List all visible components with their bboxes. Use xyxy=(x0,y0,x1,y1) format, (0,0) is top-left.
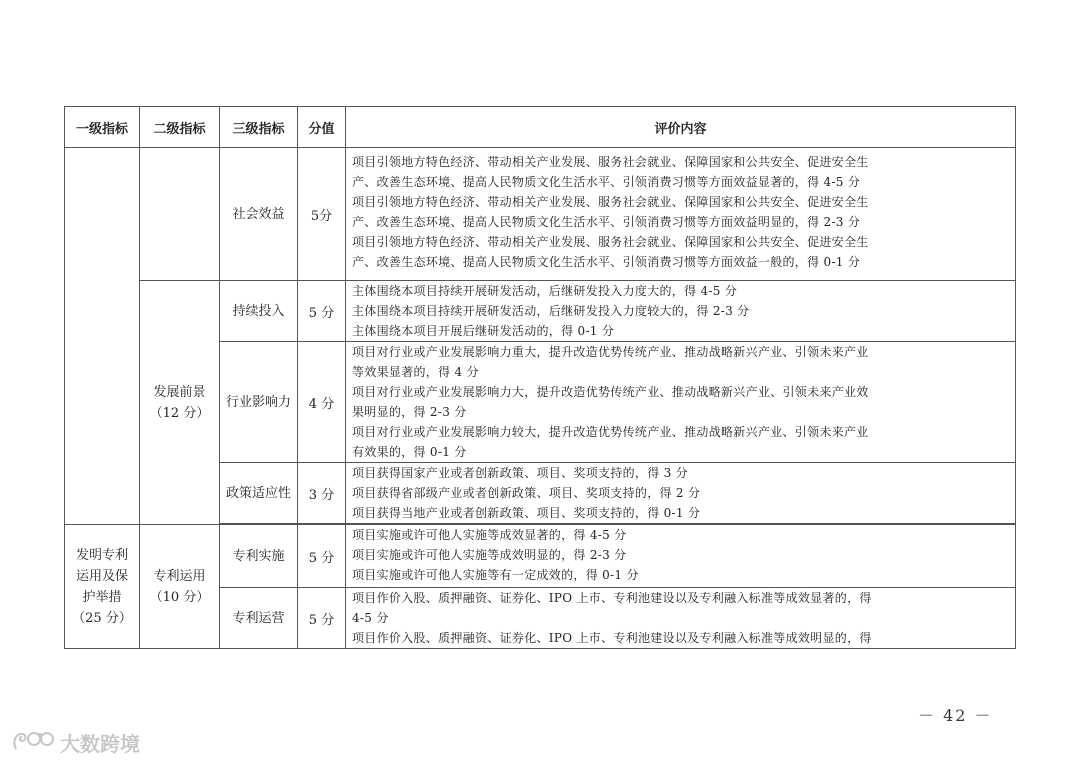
score-cell: 5 分 xyxy=(298,281,346,342)
score-cell: 5 分 xyxy=(298,588,346,649)
content-line: 产、改善生态环境、提高人民物质文化生活水平、引领消费习惯等方面效益明显的，得 2-3 分 xyxy=(352,215,861,229)
watermark xyxy=(10,726,140,758)
level3-cell: 社会效益 xyxy=(220,148,298,281)
level2-label: 发展前景 xyxy=(153,384,206,400)
header-content: 评价内容 xyxy=(346,107,1016,148)
score-cell: 5分 xyxy=(298,148,346,281)
content-line: 项目实施或许可他人实施等成效显著的，得 4-5 分 xyxy=(352,528,627,542)
level1-line: 发明专利 xyxy=(75,547,128,563)
content-cell xyxy=(346,148,1016,281)
score-cell: 3 分 xyxy=(298,463,346,524)
level1-cell-empty xyxy=(65,148,140,525)
level2-score: （12 分） xyxy=(149,405,210,421)
watermark-text: 大数跨境 xyxy=(60,731,140,756)
level3-cell: 专利实施 xyxy=(220,525,298,588)
content-line: 4-5 分 xyxy=(352,611,389,625)
content-line: 产、改善生态环境、提高人民物质文化生活水平、引领消费习惯等方面效益一般的，得 0-1 分 xyxy=(352,255,861,269)
evaluation-table xyxy=(64,106,1016,649)
level3-cell: 专利运营 xyxy=(220,588,298,649)
content-line: 项目对行业或产业发展影响力大，提升改造优势传统产业、推动战略新兴产业、引领未来产业效 xyxy=(352,385,869,399)
content-line: 项目获得当地产业或者创新政策、项目、奖项支持的，得 0-1 分 xyxy=(352,506,701,520)
content-cell xyxy=(346,281,1016,342)
level2-cell-empty xyxy=(140,148,220,281)
table-row xyxy=(65,525,1016,588)
content-line: 主体围绕本项目开展后继研发活动的，得 0-1 分 xyxy=(352,324,615,338)
level3-cell: 政策适应性 xyxy=(220,463,298,524)
header-level2: 二级指标 xyxy=(140,107,220,148)
content-cell xyxy=(346,342,1016,463)
content-line: 有效果的，得 0-1 分 xyxy=(352,445,467,459)
table-row xyxy=(65,148,1016,281)
level2-cell xyxy=(140,525,220,649)
content-line: 项目获得国家产业或者创新政策、项目、奖项支持的，得 3 分 xyxy=(352,466,688,480)
content-line: 项目获得省部级产业或者创新政策、项目、奖项支持的，得 2 分 xyxy=(352,486,701,500)
content-line: 果明显的，得 2-3 分 xyxy=(352,405,467,419)
page-number: － 42 － xyxy=(918,706,993,725)
content-line: 项目对行业或产业发展影响力较大，提升改造优势传统产业、推动战略新兴产业、引领未来产业 xyxy=(352,425,869,439)
level2-label: 专利运用 xyxy=(153,568,206,584)
content-line: 项目实施或许可他人实施等成效明显的，得 2-3 分 xyxy=(352,548,627,562)
score-cell: 5 分 xyxy=(298,525,346,588)
content-line: 主体围绕本项目持续开展研发活动，后继研发投入力度大的，得 4-5 分 xyxy=(352,284,738,298)
level1-cell xyxy=(65,525,140,649)
content-cell xyxy=(346,463,1016,524)
content-cell xyxy=(346,588,1016,649)
header-level1: 一级指标 xyxy=(65,107,140,148)
score-cell: 4 分 xyxy=(298,342,346,463)
level2-score: （10 分） xyxy=(149,589,210,605)
header-score: 分值 xyxy=(298,107,346,148)
level3-cell: 行业影响力 xyxy=(220,342,298,463)
content-line: 等效果显著的，得 4 分 xyxy=(352,365,479,379)
content-line: 项目引领地方特色经济、带动相关产业发展、服务社会就业、保障国家和公共安全、促进安全生 xyxy=(352,155,869,169)
table-row xyxy=(65,281,1016,342)
content-cell xyxy=(346,525,1016,588)
level2-cell xyxy=(140,281,220,525)
content-line: 项目作价入股、质押融资、证券化、IPO 上市、专利池建设以及专利融入标准等成效明显的，得 xyxy=(352,631,872,645)
level1-line: （25 分） xyxy=(72,610,132,626)
level1-line: 运用及保 xyxy=(75,568,128,584)
content-line: 主体围绕本项目持续开展研发活动，后继研发投入力度较大的，得 2-3 分 xyxy=(352,304,750,318)
header-level3: 三级指标 xyxy=(220,107,298,148)
content-line: 产、改善生态环境、提高人民物质文化生活水平、引领消费习惯等方面效益显著的，得 4-5 分 xyxy=(352,175,861,189)
content-line: 项目对行业或产业发展影响力重大，提升改造优势传统产业、推动战略新兴产业、引领未来产业 xyxy=(352,345,869,359)
level3-cell: 持续投入 xyxy=(220,281,298,342)
content-line: 项目引领地方特色经济、带动相关产业发展、服务社会就业、保障国家和公共安全、促进安全生 xyxy=(352,235,869,249)
content-line: 项目实施或许可他人实施等有一定成效的，得 0-1 分 xyxy=(352,568,639,582)
level1-line: 护举措 xyxy=(82,589,122,605)
content-line: 项目作价入股、质押融资、证券化、IPO 上市、专利池建设以及专利融入标准等成效显著的，得 xyxy=(352,591,872,605)
content-line: 项目引领地方特色经济、带动相关产业发展、服务社会就业、保障国家和公共安全、促进安全生 xyxy=(352,195,869,209)
logo-icon xyxy=(10,727,58,757)
table-header-row xyxy=(65,107,1016,148)
